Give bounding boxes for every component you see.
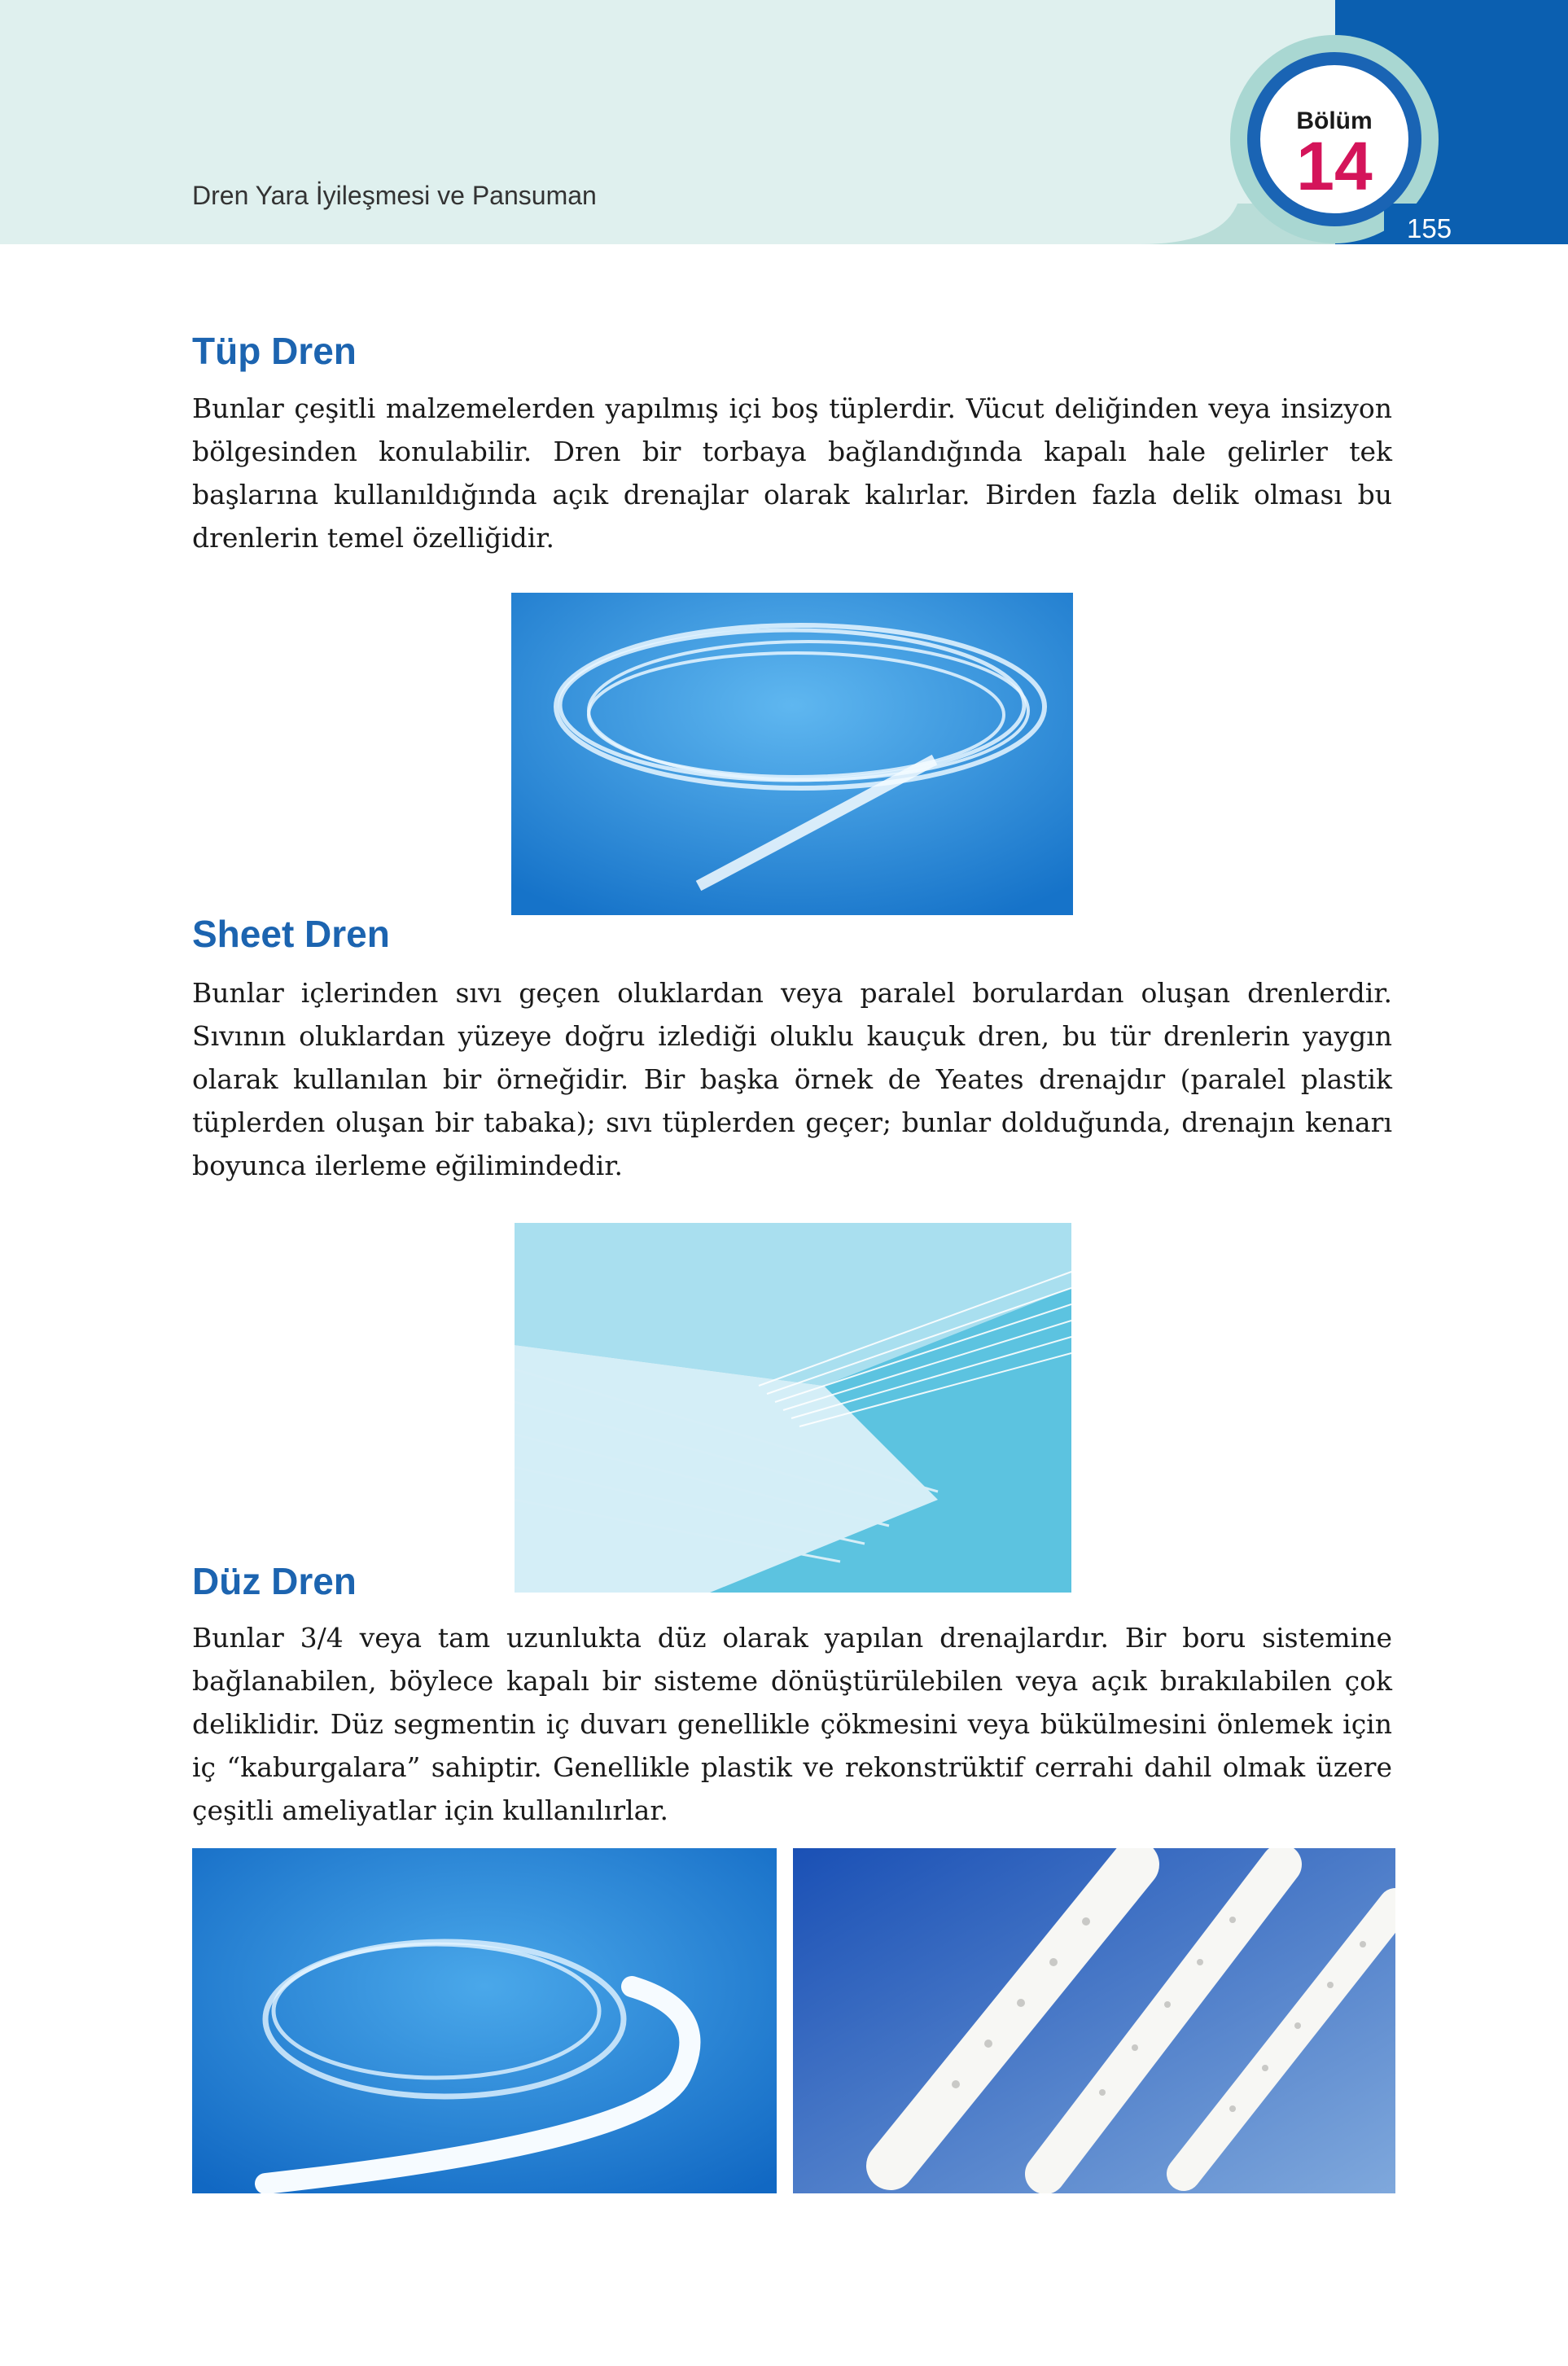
section-title-tup-dren: Tüp Dren <box>192 330 357 372</box>
perforated-drain-photo <box>793 1848 1395 2193</box>
chapter-label: Bölüm <box>1296 107 1373 134</box>
running-title: Dren Yara İyileşmesi ve Pansuman <box>192 181 597 210</box>
chapter-badge <box>1247 52 1421 226</box>
tube-drain-photo <box>511 593 1073 915</box>
section-body-duz-dren: Bunlar 3/4 veya tam uzunlukta düz olarak yapılan drenajlardır. Bir boru sistemine bağlanabilen, böylece kapalı bir sisteme dönüştürülebilen veya açık bırakılabilen çok deliklidir. Düz segmentin iç duvarı genellikle çökmesini veya bükülmesini önlemek için iç “kaburgalara” sahiptir. Genellikle plastik ve rekonstrüktif cerrahi dahil olmak üzere çeşitli ameliyatlar için kullanılırlar. <box>192 1622 1392 1826</box>
chapter-number: 14 <box>1296 128 1373 204</box>
section-body-tup-dren: Bunlar çeşitli malzemelerden yapılmış içi boş tüplerdir. Vücut deliğinden veya insizyon bölgesinden konulabilir. Dren bir torbaya bağlandığında kapalı hale gelirler tek başlarına kullanıldığında açık drenajlar olarak kalırlar. Birden fazla delik olması bu drenlerin temel özelliğidir. <box>192 392 1392 554</box>
sheet-drain-photo <box>515 1223 1071 1593</box>
page-number: 155 <box>1407 213 1452 243</box>
section-body-sheet-dren: Bunlar içlerinden sıvı geçen oluklardan veya paralel borulardan oluşan drenlerdir. Sıvının oluklardan yüzeye doğru izlediği oluklu kauçuk dren, bu tür drenlerin yaygın olarak kullanılan bir örneğidir. Bir başka örnek de Yeates drenajdır (paralel plastik tüplerden oluşan bir tabaka); sıvı tüplerden geçer; bunlar dolduğunda, drenajın kenarı boyunca ilerleme eğilimindedir. <box>192 977 1392 1181</box>
flat-drain-tube-photo <box>192 1848 777 2193</box>
section-title-duz-dren: Düz Dren <box>192 1560 357 1602</box>
section-title-sheet-dren: Sheet Dren <box>192 913 390 955</box>
